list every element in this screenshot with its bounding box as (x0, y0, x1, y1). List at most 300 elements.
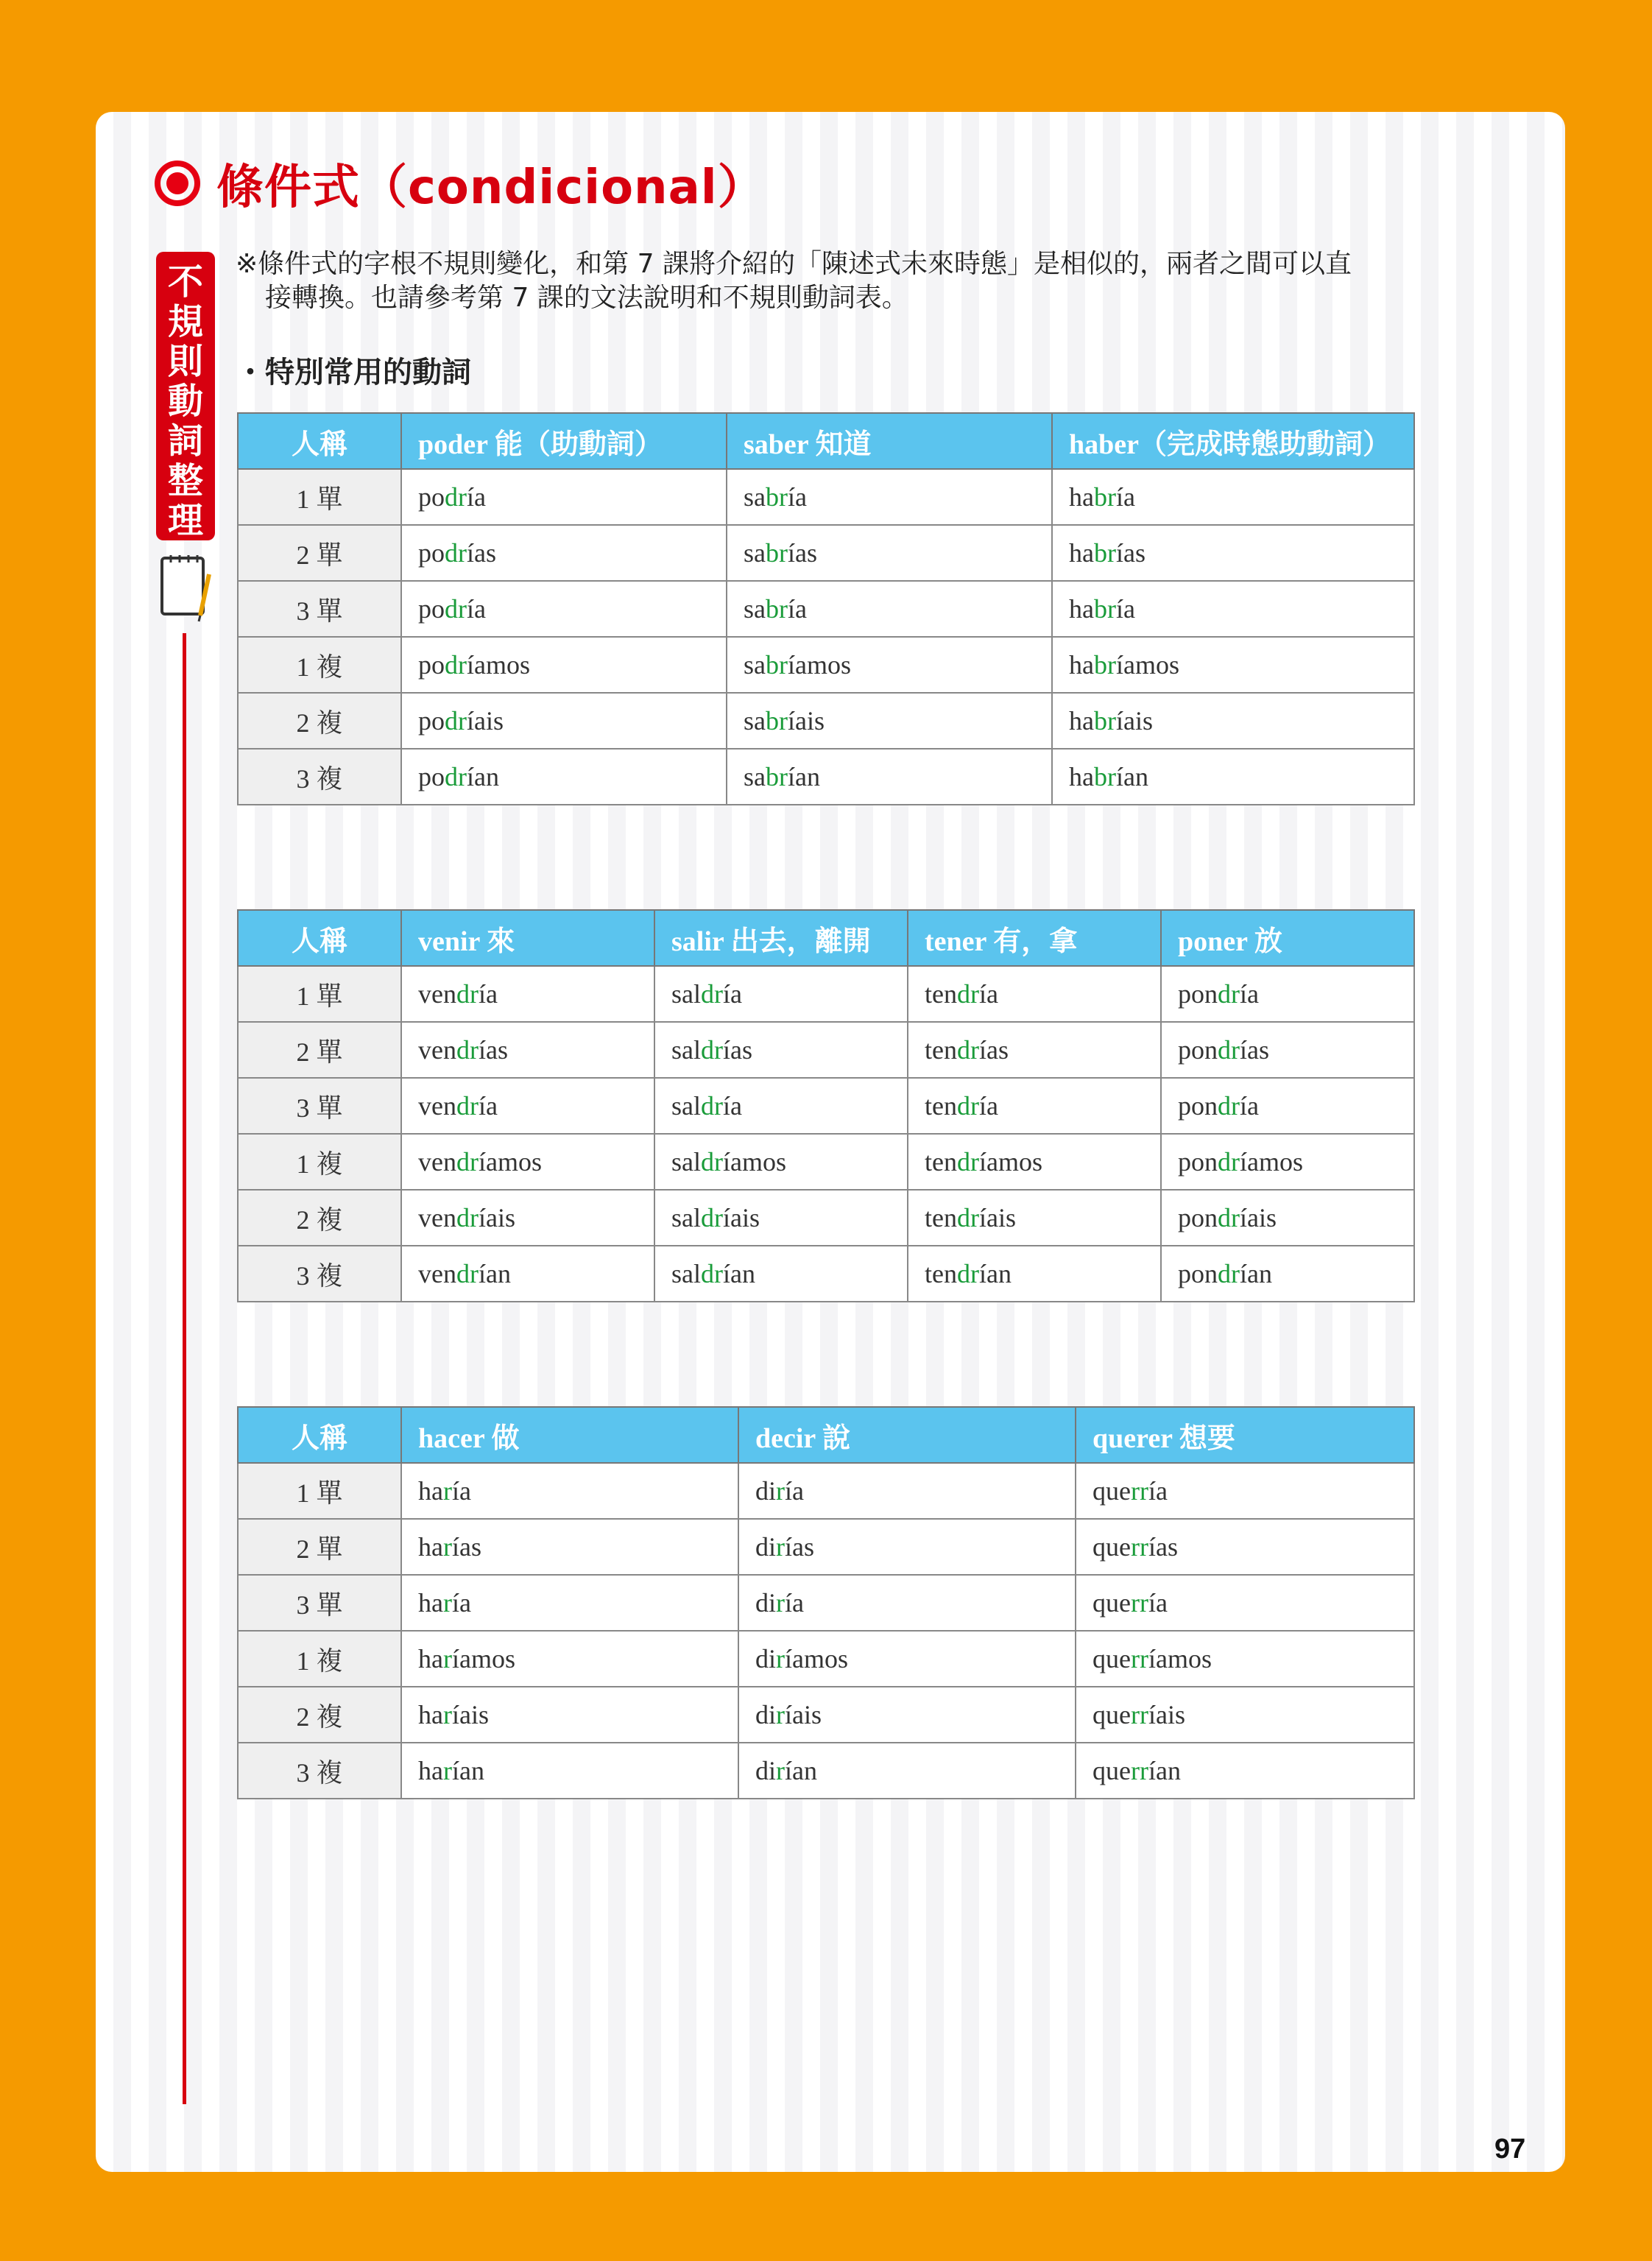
person-cell: 1 複 (238, 1631, 401, 1687)
conjugation-cell (727, 693, 1052, 749)
form-stem: ha (418, 1476, 443, 1506)
form-irregular: dr (956, 1203, 979, 1232)
conjugation-cell (1052, 693, 1414, 749)
form-ending: ía (467, 594, 486, 624)
form-stem: ha (1069, 762, 1094, 791)
form-irregular: br (1093, 482, 1116, 512)
form-irregular: dr (445, 650, 467, 680)
person-cell: 3 複 (238, 749, 401, 805)
form-stem: ha (1069, 594, 1094, 624)
form-irregular: r (442, 1532, 452, 1562)
table-row (238, 1190, 1414, 1246)
form-irregular: dr (1218, 979, 1240, 1009)
table-header-row (238, 413, 1414, 469)
form-ending: ías (1115, 538, 1146, 568)
form-stem: po (418, 762, 445, 791)
form-ending: ía (478, 1091, 498, 1121)
table-row (238, 581, 1414, 637)
conjugation-cell (908, 1190, 1161, 1246)
form-stem: ha (418, 1588, 443, 1618)
conjugation-cell (401, 1078, 654, 1134)
form-ending: ía (478, 979, 498, 1009)
conjugation-cell (401, 525, 727, 581)
conjugation-cell (401, 469, 727, 525)
form-irregular: br (766, 650, 788, 680)
form-stem: que (1092, 1644, 1131, 1673)
form-ending: ían (1240, 1259, 1272, 1288)
table-header-row (238, 910, 1414, 966)
table-row (238, 1078, 1414, 1134)
form-ending: íamos (1148, 1644, 1212, 1673)
form-stem: ha (1069, 706, 1094, 736)
form-ending: ías (1148, 1532, 1178, 1562)
form-irregular: dr (956, 1147, 979, 1177)
header-verb: venir 來 (401, 910, 654, 966)
form-stem: que (1092, 1756, 1131, 1785)
conjugation-cell (738, 1575, 1076, 1631)
person-cell: 3 單 (238, 1078, 401, 1134)
person-cell: 1 複 (238, 1134, 401, 1190)
form-ending: ían (723, 1259, 755, 1288)
form-irregular: dr (456, 1259, 479, 1288)
person-cell: 2 單 (238, 1519, 401, 1575)
conjugation-cell (401, 966, 654, 1022)
form-irregular: dr (456, 1203, 479, 1232)
conjugation-cell (908, 1022, 1161, 1078)
person-cell: 2 複 (238, 1687, 401, 1743)
form-irregular: r (776, 1476, 786, 1506)
form-stem: di (755, 1700, 777, 1729)
form-stem: pon (1178, 979, 1218, 1009)
form-irregular: dr (701, 1259, 723, 1288)
conjugation-cell (654, 1190, 908, 1246)
table-row (238, 1687, 1414, 1743)
table-row (238, 1631, 1414, 1687)
form-stem: sa (744, 650, 766, 680)
form-irregular: r (442, 1644, 452, 1673)
person-cell: 2 單 (238, 525, 401, 581)
conjugation-cell (1052, 637, 1414, 693)
side-tab-char: 理 (167, 500, 203, 541)
form-irregular: dr (445, 538, 467, 568)
form-irregular: dr (1218, 1203, 1240, 1232)
form-ending: íais (467, 706, 504, 736)
conjugation-cell (1052, 581, 1414, 637)
conjugation-cell (738, 1463, 1076, 1519)
conjugation-table-2 (237, 909, 1415, 1302)
form-irregular: br (766, 594, 788, 624)
form-ending: íais (478, 1203, 515, 1232)
form-ending: íais (723, 1203, 760, 1232)
form-stem: ha (418, 1756, 443, 1785)
form-irregular: dr (701, 1203, 723, 1232)
form-stem: po (418, 594, 445, 624)
form-ending: íais (788, 706, 825, 736)
conjugation-cell (1076, 1743, 1414, 1799)
form-irregular: dr (456, 979, 479, 1009)
person-cell: 1 單 (238, 469, 401, 525)
form-ending: ías (478, 1035, 508, 1065)
form-stem: que (1092, 1476, 1131, 1506)
conjugation-cell (727, 637, 1052, 693)
form-irregular: br (766, 706, 788, 736)
conjugation-cell (401, 637, 727, 693)
conjugation-cell (727, 469, 1052, 525)
form-irregular: dr (956, 1259, 979, 1288)
side-tab-char: 規 (167, 301, 203, 342)
form-stem: sa (744, 594, 766, 624)
form-stem: ten (925, 1091, 957, 1121)
person-cell: 1 單 (238, 1463, 401, 1519)
side-tab (156, 252, 215, 540)
form-stem: ten (925, 1147, 957, 1177)
conjugation-cell (738, 1687, 1076, 1743)
form-ending: ía (1115, 482, 1135, 512)
table-row (238, 1022, 1414, 1078)
form-ending: íamos (978, 1147, 1042, 1177)
conjugation-cell (1076, 1631, 1414, 1687)
header-person: 人稱 (238, 910, 401, 966)
conjugation-cell (401, 1134, 654, 1190)
form-irregular: dr (1218, 1147, 1240, 1177)
conjugation-cell (738, 1519, 1076, 1575)
form-ending: ían (467, 762, 499, 791)
form-stem: ha (418, 1644, 443, 1673)
form-ending: ía (451, 1588, 471, 1618)
conjugation-cell (1052, 469, 1414, 525)
conjugation-cell (1161, 1190, 1414, 1246)
form-stem: sa (744, 706, 766, 736)
conjugation-cell (401, 1022, 654, 1078)
table-row (238, 693, 1414, 749)
conjugation-cell (738, 1631, 1076, 1687)
form-ending: ías (723, 1035, 752, 1065)
form-irregular: br (766, 482, 788, 512)
header-verb: haber（完成時態助動詞） (1052, 413, 1414, 469)
form-ending: ía (451, 1476, 471, 1506)
note-line: 接轉換。也請參考第 7 課的文法說明和不規則動詞表。 (265, 283, 908, 313)
form-ending: ías (1240, 1035, 1269, 1065)
person-cell: 2 複 (238, 1190, 401, 1246)
person-cell: 1 單 (238, 966, 401, 1022)
form-irregular: r (776, 1588, 786, 1618)
table-header-row (238, 1407, 1414, 1463)
form-irregular: br (1093, 538, 1116, 568)
form-irregular: dr (1218, 1259, 1240, 1288)
conjugation-cell (1161, 1246, 1414, 1302)
conjugation-cell (908, 966, 1161, 1022)
form-irregular: r (776, 1532, 786, 1562)
form-irregular: rr (1130, 1588, 1148, 1618)
conjugation-cell (738, 1743, 1076, 1799)
form-ending: ía (978, 1091, 998, 1121)
form-stem: sal (671, 979, 701, 1009)
form-stem: pon (1178, 1147, 1218, 1177)
form-irregular: dr (956, 1035, 979, 1065)
form-ending: ías (467, 538, 496, 568)
side-tab-char: 詞 (167, 420, 203, 462)
header-person: 人稱 (238, 1407, 401, 1463)
form-stem: ten (925, 1259, 957, 1288)
form-stem: sal (671, 1259, 701, 1288)
note-line: ※條件式的字根不規則變化，和第 7 課將介紹的「陳述式未來時態」是相似的，兩者之間可以直 (236, 249, 1352, 279)
form-irregular: br (1093, 762, 1116, 791)
form-ending: íais (1240, 1203, 1277, 1232)
form-stem: que (1092, 1588, 1131, 1618)
form-ending: ías (785, 1532, 815, 1562)
form-stem: sa (744, 762, 766, 791)
conjugation-cell (401, 1246, 654, 1302)
form-stem: sa (744, 538, 766, 568)
form-ending: íamos (1240, 1147, 1303, 1177)
form-stem: ten (925, 979, 957, 1009)
person-cell: 2 單 (238, 1022, 401, 1078)
conjugation-cell (1076, 1463, 1414, 1519)
conjugation-cell (401, 581, 727, 637)
form-stem: ven (418, 1091, 456, 1121)
conjugation-cell (401, 1631, 738, 1687)
form-ending: íais (1115, 706, 1153, 736)
form-irregular: rr (1130, 1700, 1148, 1729)
table-row (238, 637, 1414, 693)
form-stem: di (755, 1644, 777, 1673)
form-irregular: br (766, 762, 788, 791)
form-stem: ha (1069, 482, 1094, 512)
person-cell: 1 複 (238, 637, 401, 693)
conjugation-cell (654, 1246, 908, 1302)
form-irregular: dr (456, 1091, 479, 1121)
form-stem: di (755, 1588, 777, 1618)
form-irregular: dr (456, 1147, 479, 1177)
form-irregular: dr (445, 594, 467, 624)
form-ending: íamos (785, 1644, 849, 1673)
form-stem: sal (671, 1035, 701, 1065)
form-stem: sal (671, 1203, 701, 1232)
header-verb: poder 能（助動詞） (401, 413, 727, 469)
form-stem: ven (418, 979, 456, 1009)
person-cell: 3 單 (238, 1575, 401, 1631)
conjugation-cell (401, 1687, 738, 1743)
form-stem: ha (1069, 650, 1094, 680)
conjugation-cell (1161, 1134, 1414, 1190)
note-paragraph (236, 247, 1443, 315)
form-ending: ían (788, 762, 820, 791)
form-stem: po (418, 706, 445, 736)
conjugation-cell (401, 1190, 654, 1246)
page-number: 97 (1494, 2134, 1526, 2165)
header-verb: hacer 做 (401, 1407, 738, 1463)
form-irregular: r (776, 1644, 786, 1673)
form-ending: ía (785, 1476, 804, 1506)
form-irregular: br (1093, 650, 1116, 680)
table-row (238, 525, 1414, 581)
conjugation-table-3 (237, 1406, 1415, 1799)
conjugation-cell (908, 1246, 1161, 1302)
form-stem: di (755, 1532, 777, 1562)
form-irregular: dr (1218, 1091, 1240, 1121)
subheading: ・特別常用的動詞 (236, 356, 471, 389)
conjugation-cell (401, 1743, 738, 1799)
table-row (238, 749, 1414, 805)
form-ending: ía (785, 1588, 804, 1618)
form-ending: íais (785, 1700, 822, 1729)
side-tab-char: 整 (167, 460, 203, 501)
form-ending: ía (1240, 979, 1259, 1009)
form-irregular: rr (1130, 1476, 1148, 1506)
conjugation-cell (1052, 525, 1414, 581)
person-cell: 3 複 (238, 1743, 401, 1799)
form-stem: ha (418, 1700, 443, 1729)
form-ending: ías (788, 538, 817, 568)
form-irregular: r (442, 1588, 452, 1618)
form-stem: sal (671, 1091, 701, 1121)
conjugation-cell (908, 1134, 1161, 1190)
header-verb: decir 說 (738, 1407, 1076, 1463)
form-ending: ías (451, 1532, 481, 1562)
form-stem: que (1092, 1532, 1131, 1562)
conjugation-cell (1076, 1575, 1414, 1631)
header-verb: saber 知道 (727, 413, 1052, 469)
conjugation-cell (727, 749, 1052, 805)
form-ending: ías (978, 1035, 1009, 1065)
form-ending: ían (1148, 1756, 1181, 1785)
form-irregular: dr (701, 1147, 723, 1177)
form-irregular: br (1093, 594, 1116, 624)
form-stem: po (418, 482, 445, 512)
form-stem: ven (418, 1147, 456, 1177)
form-stem: pon (1178, 1259, 1218, 1288)
form-stem: que (1092, 1700, 1131, 1729)
form-irregular: dr (1218, 1035, 1240, 1065)
form-irregular: rr (1130, 1756, 1148, 1785)
header-person: 人稱 (238, 413, 401, 469)
form-irregular: r (442, 1476, 452, 1506)
conjugation-cell (727, 581, 1052, 637)
conjugation-cell (1076, 1519, 1414, 1575)
form-irregular: br (1093, 706, 1116, 736)
form-stem: ha (418, 1532, 443, 1562)
form-ending: ía (1240, 1091, 1259, 1121)
form-stem: ten (925, 1203, 957, 1232)
conjugation-cell (727, 525, 1052, 581)
conjugation-cell (401, 1519, 738, 1575)
form-stem: po (418, 650, 445, 680)
conjugation-cell (1161, 1078, 1414, 1134)
form-irregular: dr (956, 1091, 979, 1121)
form-irregular: r (442, 1756, 452, 1785)
conjugation-cell (401, 1463, 738, 1519)
conjugation-cell (1052, 749, 1414, 805)
conjugation-cell (908, 1078, 1161, 1134)
form-stem: ven (418, 1203, 456, 1232)
table-row (238, 1519, 1414, 1575)
form-irregular: rr (1130, 1532, 1148, 1562)
side-divider (183, 633, 186, 2104)
side-tab-char: 動 (167, 381, 203, 422)
person-cell: 3 單 (238, 581, 401, 637)
form-stem: po (418, 538, 445, 568)
form-ending: íamos (723, 1147, 786, 1177)
conjugation-cell (654, 1134, 908, 1190)
conjugation-cell (1161, 966, 1414, 1022)
form-stem: pon (1178, 1091, 1218, 1121)
form-ending: ían (978, 1259, 1012, 1288)
form-stem: ven (418, 1035, 456, 1065)
conjugation-cell (654, 966, 908, 1022)
form-irregular: dr (701, 1091, 723, 1121)
form-stem: ten (925, 1035, 957, 1065)
form-irregular: r (442, 1700, 452, 1729)
form-irregular: dr (445, 482, 467, 512)
form-irregular: dr (701, 1035, 723, 1065)
form-irregular: r (776, 1700, 786, 1729)
form-irregular: r (776, 1756, 786, 1785)
form-irregular: dr (445, 706, 467, 736)
form-stem: sa (744, 482, 766, 512)
form-ending: ía (723, 979, 742, 1009)
table-row (238, 966, 1414, 1022)
side-tab-char: 不 (167, 261, 203, 303)
conjugation-cell (1076, 1687, 1414, 1743)
form-irregular: dr (445, 762, 467, 791)
form-irregular: rr (1130, 1644, 1148, 1673)
header-verb: salir 出去，離開 (654, 910, 908, 966)
conjugation-cell (401, 749, 727, 805)
conjugation-cell (1161, 1022, 1414, 1078)
form-ending: ía (1115, 594, 1135, 624)
conjugation-cell (401, 693, 727, 749)
form-ending: ía (467, 482, 486, 512)
bullseye-icon (155, 161, 200, 206)
notebook-icon (156, 552, 215, 623)
form-irregular: dr (701, 979, 723, 1009)
header-verb: querer 想要 (1076, 1407, 1414, 1463)
form-ending: ían (478, 1259, 511, 1288)
form-ending: ía (1148, 1588, 1168, 1618)
title-bar (155, 150, 766, 216)
form-ending: ían (1115, 762, 1148, 791)
form-stem: sal (671, 1147, 701, 1177)
person-cell: 3 複 (238, 1246, 401, 1302)
table-row (238, 1134, 1414, 1190)
header-verb: tener 有，拿 (908, 910, 1161, 966)
page-title: 條件式（condicional） (216, 161, 766, 215)
conjugation-table-1 (237, 412, 1415, 805)
form-stem: di (755, 1476, 777, 1506)
form-ending: íais (451, 1700, 489, 1729)
form-ending: íamos (451, 1644, 515, 1673)
form-stem: pon (1178, 1203, 1218, 1232)
form-ending: ía (1148, 1476, 1168, 1506)
person-cell: 2 複 (238, 693, 401, 749)
table-row (238, 1463, 1414, 1519)
form-stem: ha (1069, 538, 1094, 568)
form-stem: pon (1178, 1035, 1218, 1065)
form-ending: ía (723, 1091, 742, 1121)
conjugation-cell (654, 1078, 908, 1134)
form-irregular: dr (956, 979, 979, 1009)
table-row (238, 1575, 1414, 1631)
form-ending: íamos (1115, 650, 1179, 680)
side-tab-char: 則 (167, 341, 203, 382)
form-ending: ía (788, 594, 807, 624)
form-ending: íamos (467, 650, 530, 680)
conjugation-cell (401, 1575, 738, 1631)
form-ending: íamos (788, 650, 851, 680)
form-stem: ven (418, 1259, 456, 1288)
table-row (238, 1743, 1414, 1799)
header-verb: poner 放 (1161, 910, 1414, 966)
